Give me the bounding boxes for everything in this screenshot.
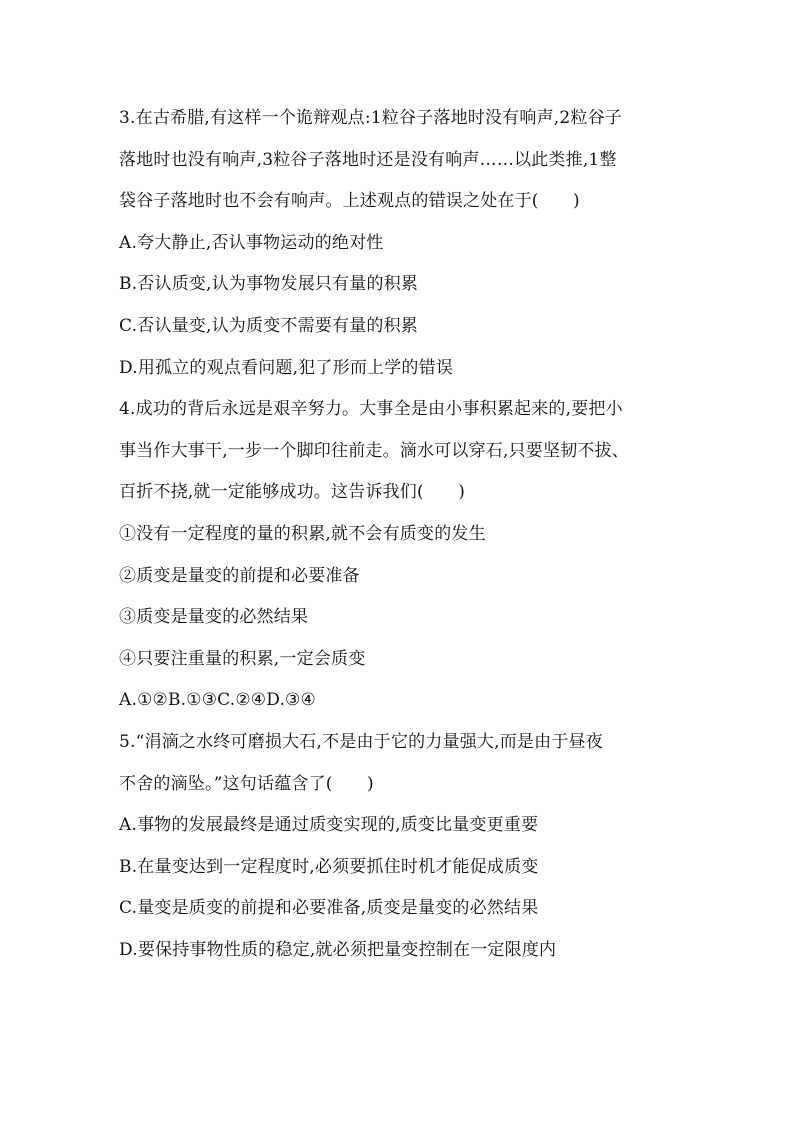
question-5-stem-line-2: 不舍的滴坠。”这句话蕴含了( ) — [119, 773, 374, 794]
question-4-statement-4: ④只要注重量的积累,一定会质变 — [119, 648, 366, 669]
question-4 — [119, 395, 679, 728]
question-3-option-c: C.否认量变,认为质变不需要有量的积累 — [119, 315, 419, 336]
question-4-statement-2: ②质变是量变的前提和必要准备 — [119, 565, 360, 586]
question-4-statement-1: ①没有一定程度的量的积累,就不会有质变的发生 — [119, 523, 486, 544]
question-3-stem-line-3: 袋谷子落地时也不会有响声。上述观点的错误之处在于( ) — [119, 191, 580, 212]
question-5 — [119, 728, 679, 978]
question-5-stem-line-1: 5.“涓滴之水终可磨损大石,不是由于它的力量强大,而是由于昼夜 — [119, 731, 603, 752]
question-3 — [119, 104, 679, 395]
question-3-option-b: B.否认质变,认为事物发展只有量的积累 — [119, 274, 419, 295]
question-5-option-b: B.在量变达到一定程度时,必须要抓住时机才能促成质变 — [119, 856, 539, 877]
question-5-option-d: D.要保持事物性质的稳定,就必须把量变控制在一定限度内 — [119, 939, 557, 960]
question-4-options: A.①②B.①③C.②④D.③④ — [119, 690, 316, 711]
question-4-stem-line-1: 4.成功的背后永远是艰辛努力。大事全是由小事积累起来的,要把小 — [119, 399, 623, 420]
document-page — [119, 104, 679, 977]
question-5-option-a: A.事物的发展最终是通过质变实现的,质变比量变更重要 — [119, 815, 539, 836]
question-5-option-c: C.量变是质变的前提和必要准备,质变是量变的必然结果 — [119, 898, 539, 919]
question-4-statement-3: ③质变是量变的必然结果 — [119, 607, 309, 628]
question-3-stem-line-1: 3.在古希腊,有这样一个诡辩观点:1粒谷子落地时没有响声,2粒谷子 — [119, 108, 622, 128]
question-3-stem-line-2: 落地时也没有响声,3粒谷子落地时还是没有响声……以此类推,1整 — [119, 149, 617, 170]
question-3-option-d: D.用孤立的观点看问题,犯了形而上学的错误 — [119, 357, 454, 378]
question-4-stem-line-3: 百折不挠,就一定能够成功。这告诉我们( ) — [119, 482, 466, 503]
question-3-option-a: A.夸大静止,否认事物运动的绝对性 — [119, 232, 384, 253]
question-4-stem-line-2: 事当作大事干,一步一个脚印往前走。滴水可以穿石,只要坚韧不拔、 — [119, 440, 630, 461]
